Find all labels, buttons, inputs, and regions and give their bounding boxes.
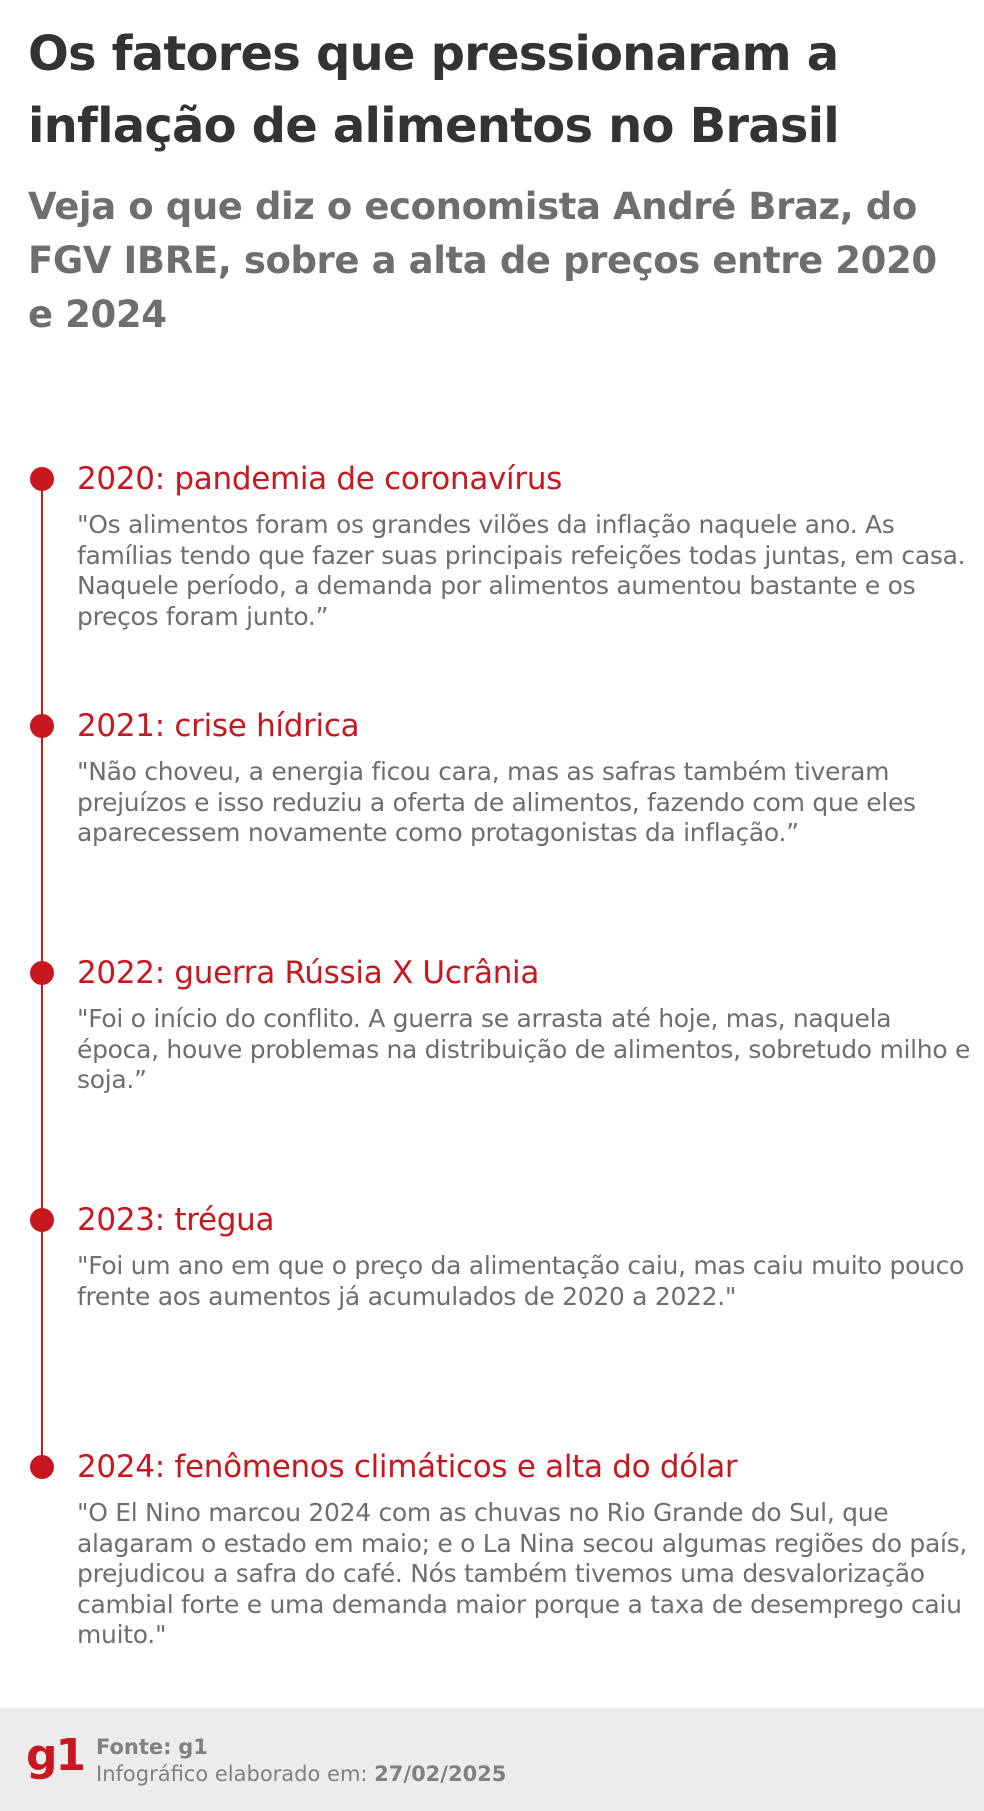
source-label: Fonte: <box>96 1735 172 1759</box>
timeline-entry-quote: "Foi o início do conflito. A guerra se arrasta até hoje, mas, naquela época, houve problemas na distribuição de alimentos, sobretudo milho e soja.” <box>77 1004 971 1094</box>
timeline-dot <box>30 1208 54 1232</box>
g1-logo: g1 <box>26 1730 85 1781</box>
footer <box>0 1708 984 1811</box>
source-value: g1 <box>178 1735 208 1759</box>
page-subtitle: Veja o que diz o economista André Braz, do FGV IBRE, sobre a alta de preços entre 2020 e 2024 <box>28 185 937 336</box>
timeline-dot <box>30 467 54 491</box>
footer-credits <box>96 1734 506 1788</box>
timeline-entry-quote: "Não choveu, a energia ficou cara, mas as safras também tiveram prejuízos e isso reduziu a oferta de alimentos, fazendo com que eles aparecessem novamente como protagonistas da inflação.” <box>77 757 916 847</box>
timeline-entry-heading: 2020: pandemia de coronavírus <box>77 461 563 497</box>
date-label: Infográfico elaborado em: <box>96 1762 368 1786</box>
date-line <box>96 1761 506 1788</box>
date-value: 27/02/2025 <box>374 1762 507 1786</box>
page-title: Os fatores que pressionaram a inflação de alimentos no Brasil <box>28 26 839 154</box>
timeline-entry-heading: 2022: guerra Rússia X Ucrânia <box>77 955 540 991</box>
source-line <box>96 1734 506 1761</box>
timeline-entry-heading: 2021: crise hídrica <box>77 708 360 744</box>
timeline-entry-heading: 2024: fenômenos climáticos e alta do dólar <box>77 1449 738 1485</box>
timeline-dot <box>30 714 54 738</box>
timeline-dot <box>30 1455 54 1479</box>
timeline-entry-quote: "O El Nino marcou 2024 com as chuvas no Rio Grande do Sul, que alagaram o estado em maio; e o La Nina secou algumas regiões do país, prejudicou a safra do café. Nós também tivemos uma desvalorização cambial forte e uma demanda maior porque a taxa de desemprego caiu muito." <box>77 1498 967 1649</box>
timeline-entry-heading: 2023: trégua <box>77 1202 275 1238</box>
timeline-entry-quote: "Os alimentos foram os grandes vilões da inflação naquele ano. As famílias tendo que fazer suas principais refeições todas juntas, em casa. Naquele período, a demanda por alimentos aumentou bastante e os preços foram junto.” <box>77 510 966 631</box>
timeline-entry-quote: "Foi um ano em que o preço da alimentação caiu, mas caiu muito pouco frente aos aumentos já acumulados de 2020 a 2022." <box>77 1251 965 1311</box>
timeline-dot <box>30 961 54 985</box>
